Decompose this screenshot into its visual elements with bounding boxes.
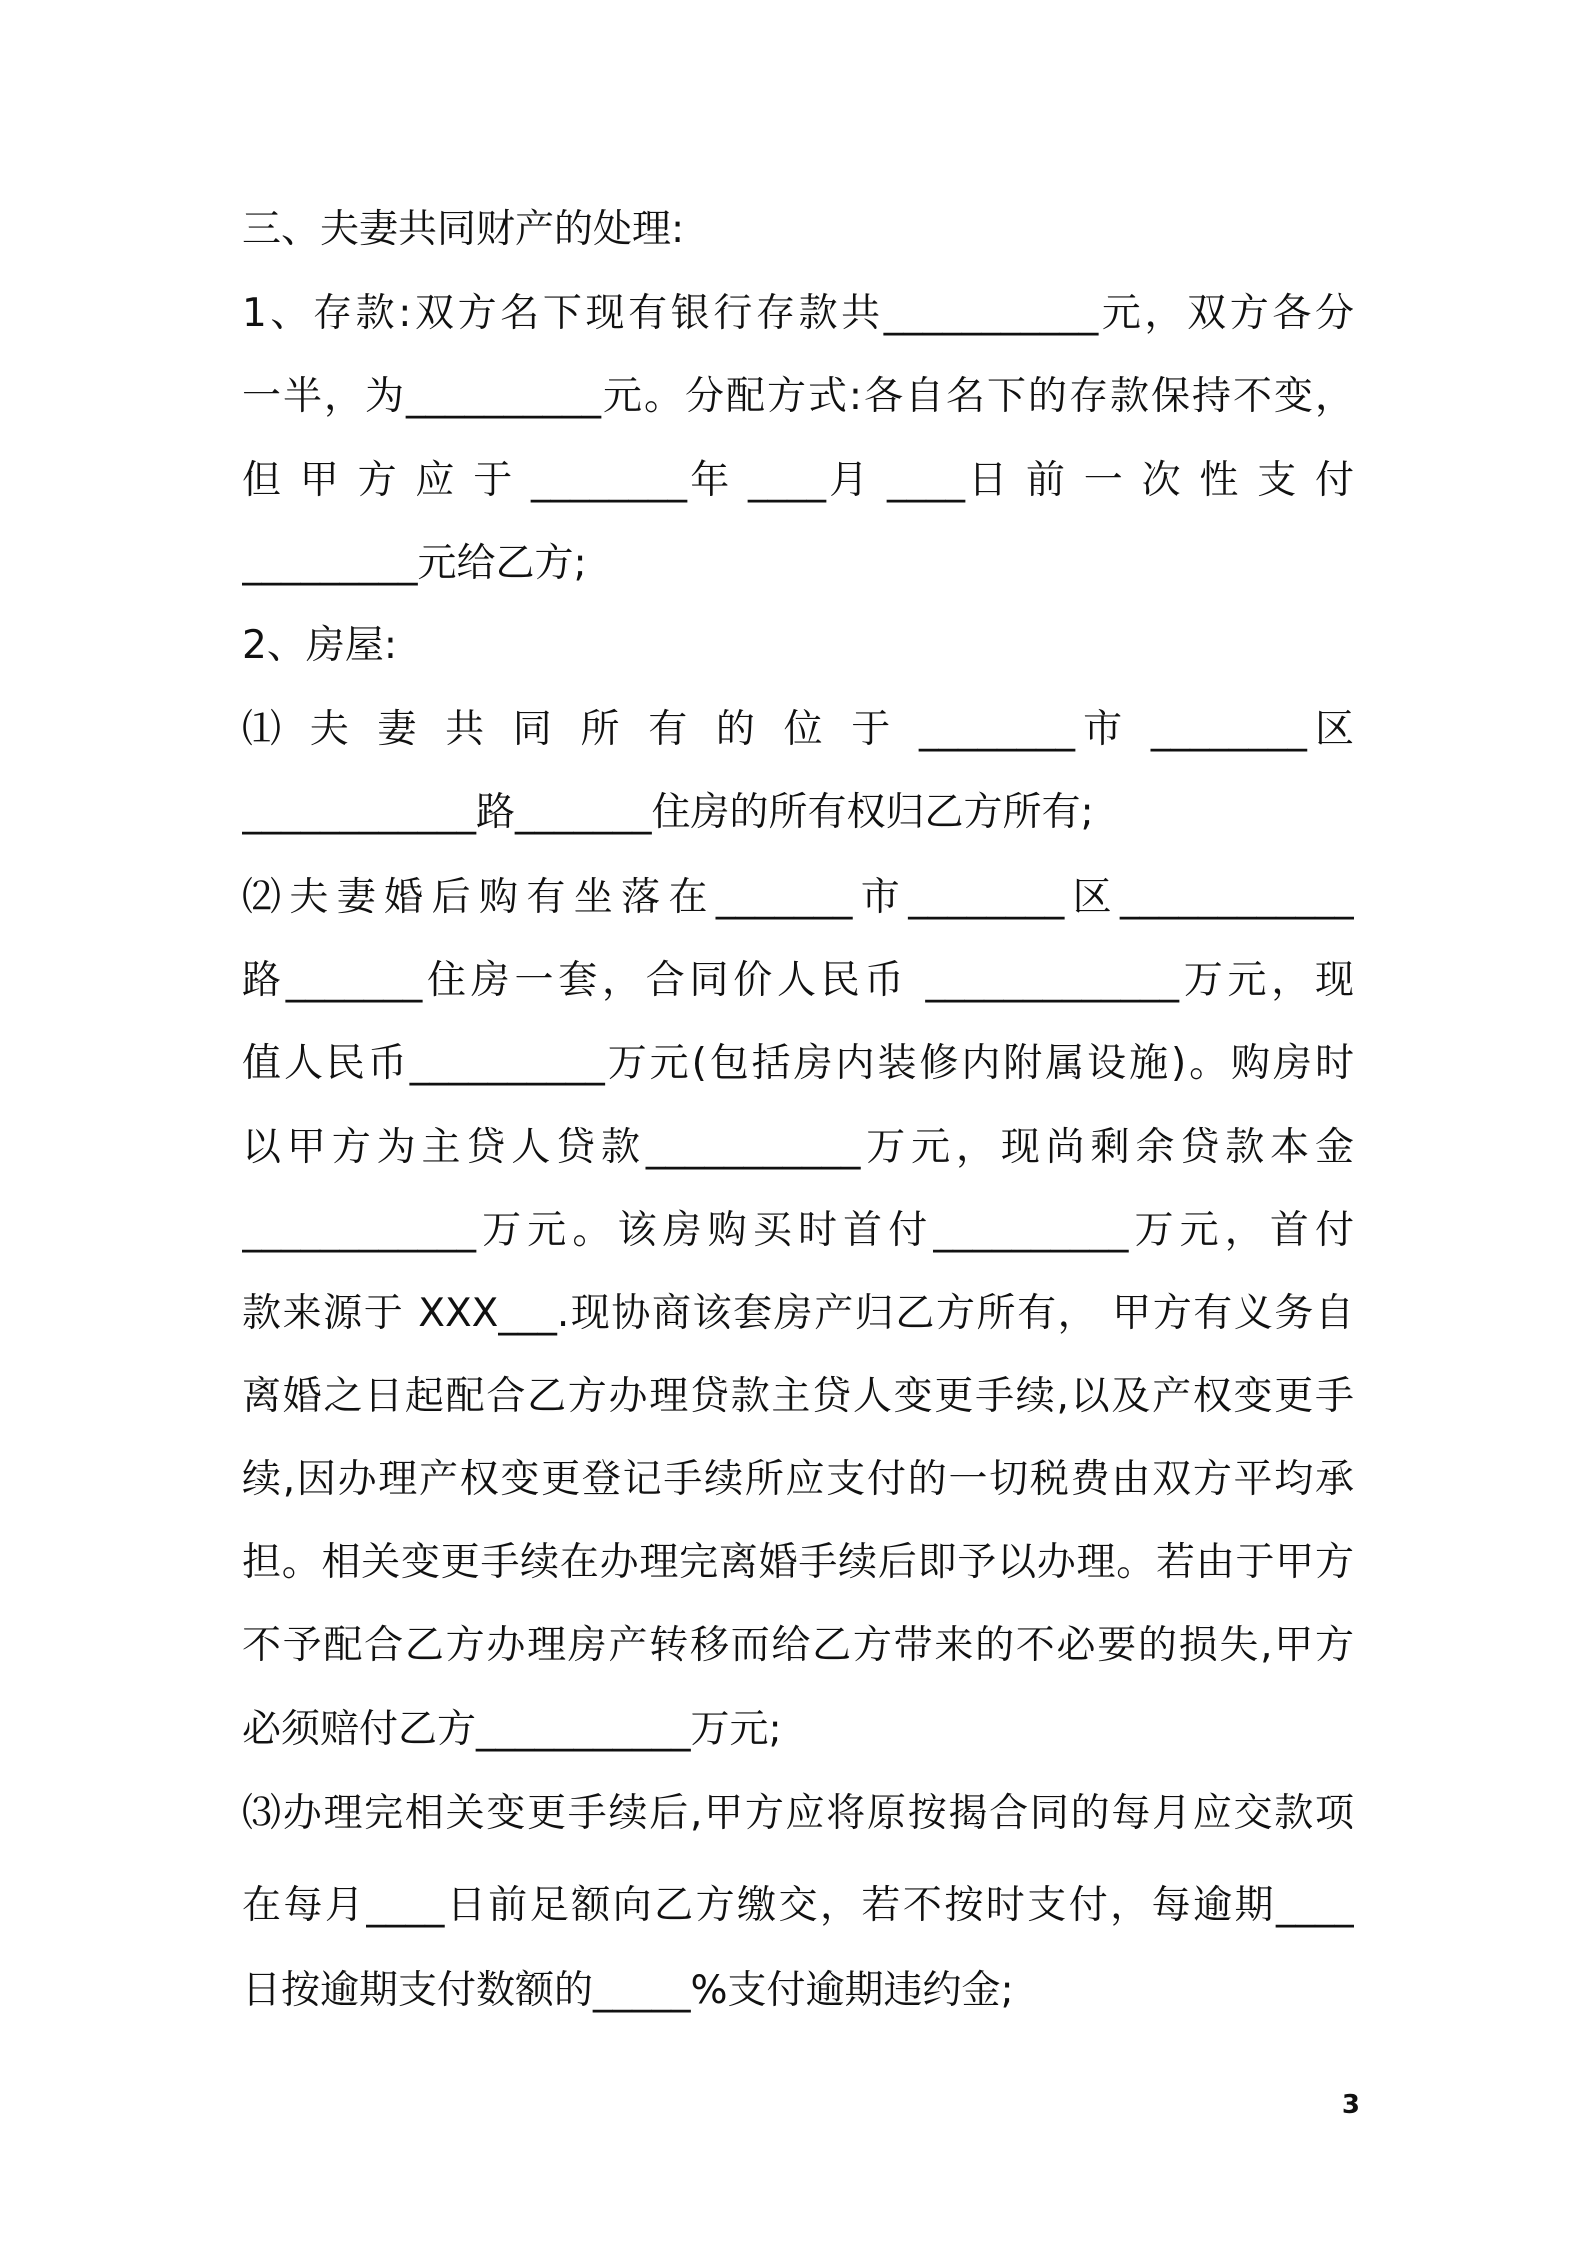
paragraph-line: 但 甲 方 应 于 ________年 ____月 ____日 前 一 次 性 支 付	[242, 458, 1354, 503]
paragraph-line: 必须赔付乙方___________万元;	[242, 1707, 782, 1752]
paragraph-line: 值人民币__________万元(包括房内装修内附属设施)。购房时	[242, 1041, 1354, 1086]
paragraph-line: ⑴ 夫 妻 共 同 所 有 的 位 于 ________市 ________区	[242, 707, 1354, 752]
page-number: 3	[1341, 2090, 1360, 2120]
paragraph-line: ⑵夫妻婚后购有坐落在_______市________区____________	[242, 875, 1354, 920]
paragraph-line: 以甲方为主贷人贷款___________万元，现尚剩余贷款本金	[242, 1125, 1354, 1170]
paragraph-line: 2、房屋:	[242, 623, 397, 668]
paragraph-line: 路_______住房一套，合同价人民币 _____________万元，现	[242, 958, 1354, 1003]
paragraph-line: 1、存款:双方名下现有银行存款共___________元，双方各分	[242, 291, 1354, 336]
paragraph-line: 担。相关变更手续在办理完离婚手续后即予以办理。若由于甲方	[242, 1540, 1354, 1585]
paragraph-line: 离婚之日起配合乙方办理贷款主贷人变更手续,以及产权变更手	[242, 1374, 1354, 1419]
paragraph-line: ____________万元。该房购买时首付__________万元，首付	[242, 1208, 1354, 1253]
paragraph-line: ____________路_______住房的所有权归乙方所有;	[242, 790, 1094, 835]
paragraph-line: _________元给乙方;	[242, 541, 587, 586]
paragraph-line: 款来源于 XXX___.现协商该套房产归乙方所有， 甲方有义务自	[242, 1291, 1354, 1336]
paragraph-line: ⑶办理完相关变更手续后,甲方应将原按揭合同的每月应交款项	[242, 1791, 1354, 1836]
paragraph-line: 日按逾期支付数额的_____%支付逾期违约金;	[242, 1968, 1014, 2013]
paragraph-line: 不予配合乙方办理房产转移而给乙方带来的不必要的损失,甲方	[242, 1623, 1354, 1668]
paragraph-line: 续,因办理产权变更登记手续所应支付的一切税费由双方平均承	[242, 1457, 1354, 1502]
paragraph-line: 一半，为__________元。分配方式:各自名下的存款保持不变，	[242, 374, 1354, 419]
section-heading: 三、夫妻共同财产的处理:	[242, 207, 685, 252]
paragraph-line: 在每月____日前足额向乙方缴交，若不按时支付，每逾期____	[242, 1883, 1354, 1928]
